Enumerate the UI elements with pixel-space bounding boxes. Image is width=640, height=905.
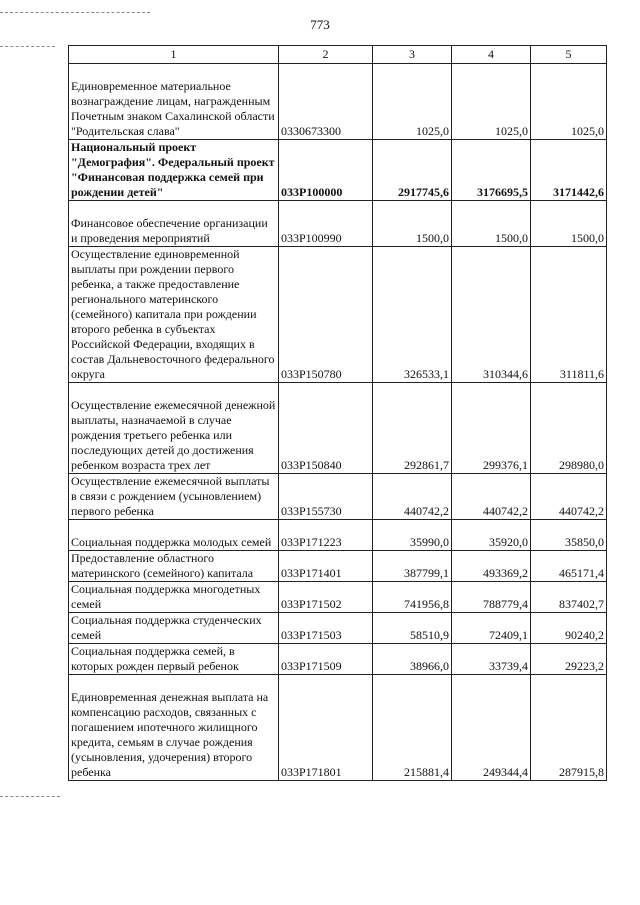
row-value-year1: 326533,1 (373, 247, 452, 383)
scan-artifact (0, 46, 55, 47)
row-value-year3: 440742,2 (531, 474, 607, 520)
row-value-year2: 299376,1 (452, 383, 531, 474)
row-value-year3: 1025,0 (531, 64, 607, 140)
row-name: Социальная поддержка многодетных семей (69, 582, 279, 613)
row-value-year3: 837402,7 (531, 582, 607, 613)
row-value-year2: 440742,2 (452, 474, 531, 520)
column-header: 5 (531, 46, 607, 64)
table-row (69, 64, 607, 140)
row-name: Национальный проект "Демография". Федеральный проект "Финансовая поддержка семей при рождении детей" (69, 140, 279, 201)
row-name: Предоставление областного материнского (семейного) капитала (69, 551, 279, 582)
table-row (69, 613, 607, 644)
row-value-year2: 1500,0 (452, 201, 531, 247)
row-code: 033P171502 (279, 582, 373, 613)
row-value-year2: 310344,6 (452, 247, 531, 383)
row-value-year1: 292861,7 (373, 383, 452, 474)
row-value-year1: 2917745,6 (373, 140, 452, 201)
row-name: Социальная поддержка студенческих семей (69, 613, 279, 644)
table-row (69, 140, 607, 201)
column-header: 3 (373, 46, 452, 64)
row-code: 0330673300 (279, 64, 373, 140)
row-code: 033P150840 (279, 383, 373, 474)
budget-table (68, 45, 607, 781)
row-value-year1: 1500,0 (373, 201, 452, 247)
page-number: 773 (310, 17, 330, 32)
row-code: 033P155730 (279, 474, 373, 520)
table-row (69, 383, 607, 474)
row-name: Социальная поддержка молодых семей (69, 520, 279, 551)
row-value-year2: 1025,0 (452, 64, 531, 140)
scan-artifact (0, 796, 60, 797)
row-value-year2: 35920,0 (452, 520, 531, 551)
row-value-year3: 90240,2 (531, 613, 607, 644)
table-row (69, 675, 607, 781)
row-code: 033P150780 (279, 247, 373, 383)
table-row (69, 520, 607, 551)
column-header: 1 (69, 46, 279, 64)
table-row (69, 551, 607, 582)
table-row (69, 644, 607, 675)
row-value-year1: 215881,4 (373, 675, 452, 781)
scan-artifact (0, 12, 150, 13)
row-code: 033P100990 (279, 201, 373, 247)
row-value-year3: 311811,6 (531, 247, 607, 383)
table-body (69, 64, 607, 781)
row-name: Единовременное материальное вознаграждение лицам, награжденным Почетным знаком Сахалинской области "Родительская слава" (69, 64, 279, 140)
table-row (69, 474, 607, 520)
row-value-year3: 1500,0 (531, 201, 607, 247)
row-value-year2: 249344,4 (452, 675, 531, 781)
row-name: Осуществление ежемесячной денежной выплаты, назначаемой в случае рождения третьего ребенка или последующих детей до достижения ребенком возраста трех лет (69, 383, 279, 474)
row-code: 033P171801 (279, 675, 373, 781)
row-name: Социальная поддержка семей, в которых рожден первый ребенок (69, 644, 279, 675)
row-value-year3: 287915,8 (531, 675, 607, 781)
row-name: Осуществление единовременной выплаты при рождении первого ребенка, а также предоставление регионального материнского (семейного) капитала при рождении второго ребенка в субъектах Российской Федерации, входящих в состав Дальневосточного федерального округа (69, 247, 279, 383)
row-value-year2: 72409,1 (452, 613, 531, 644)
row-value-year2: 493369,2 (452, 551, 531, 582)
table-row (69, 582, 607, 613)
row-value-year2: 3176695,5 (452, 140, 531, 201)
row-code: 033P100000 (279, 140, 373, 201)
table-row (69, 247, 607, 383)
row-value-year3: 465171,4 (531, 551, 607, 582)
row-value-year1: 1025,0 (373, 64, 452, 140)
row-value-year3: 3171442,6 (531, 140, 607, 201)
row-name: Осуществление ежемесячной выплаты в связи с рождением (усыновлением) первого ребенка (69, 474, 279, 520)
row-value-year2: 788779,4 (452, 582, 531, 613)
row-value-year1: 58510,9 (373, 613, 452, 644)
column-header: 4 (452, 46, 531, 64)
row-code: 033P171223 (279, 520, 373, 551)
row-code: 033P171503 (279, 613, 373, 644)
row-name: Единовременная денежная выплата на компенсацию расходов, связанных с погашением ипотечного жилищного кредита, семьям в случае рождения (усыновления, удочерения) второго ребенка (69, 675, 279, 781)
row-value-year3: 35850,0 (531, 520, 607, 551)
row-value-year3: 29223,2 (531, 644, 607, 675)
table-header-row (69, 46, 607, 64)
row-code: 033P171509 (279, 644, 373, 675)
row-value-year1: 38966,0 (373, 644, 452, 675)
column-header: 2 (279, 46, 373, 64)
row-value-year1: 387799,1 (373, 551, 452, 582)
row-name: Финансовое обеспечение организации и проведения мероприятий (69, 201, 279, 247)
row-value-year1: 741956,8 (373, 582, 452, 613)
row-value-year1: 35990,0 (373, 520, 452, 551)
row-value-year3: 298980,0 (531, 383, 607, 474)
table-row (69, 201, 607, 247)
row-code: 033P171401 (279, 551, 373, 582)
row-value-year2: 33739,4 (452, 644, 531, 675)
row-value-year1: 440742,2 (373, 474, 452, 520)
